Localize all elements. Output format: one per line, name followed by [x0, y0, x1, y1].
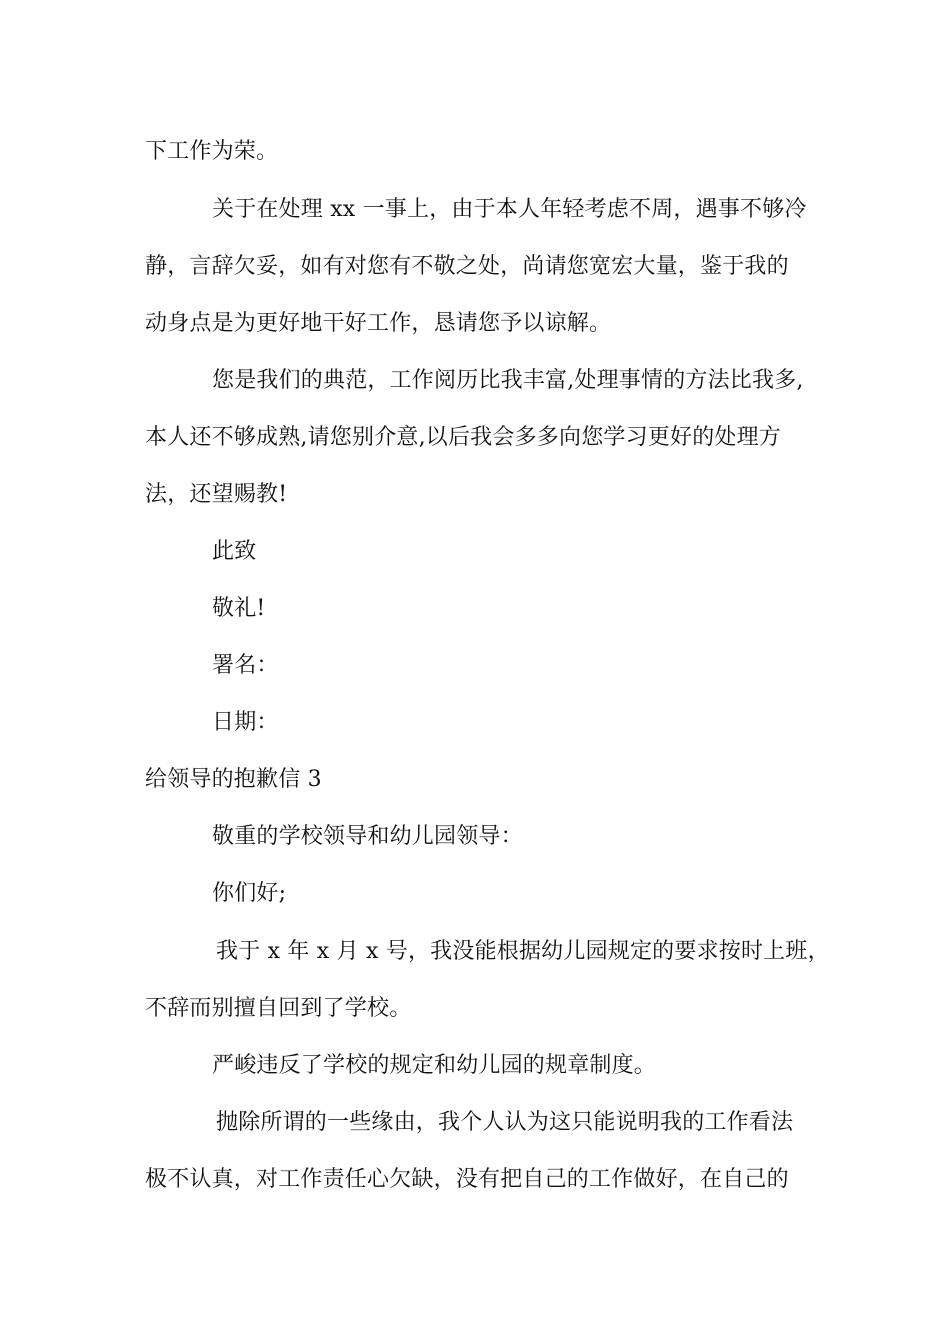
paragraph-line: 抛除所谓的一些缘由，我个人认为这只能说明我的工作看法 — [216, 1110, 794, 1135]
section-title: 给领导的抱歉信 3 — [145, 767, 322, 792]
paragraph-line: 法，还望赐教! — [145, 482, 288, 507]
closing-salutation: 此致 — [212, 539, 257, 564]
paragraph-line: 极不认真，对工作责任心欠缺，没有把自己的工作做好，在自己的 — [145, 1167, 789, 1192]
letter-greeting: 你们好; — [212, 881, 287, 906]
paragraph-line: 我于 x 年 x 月 x 号，我没能根据幼儿园规定的要求按时上班， — [216, 939, 830, 964]
paragraph-line: 静，言辞欠妥，如有对您有不敬之处，尚请您宽宏大量，鉴于我的 — [145, 254, 789, 279]
letter-greeting-recipient: 敬重的学校领导和幼儿园领导： — [212, 824, 523, 849]
paragraph-line: 动身点是为更好地干好工作，恳请您予以谅解。 — [145, 311, 612, 336]
paragraph-line: 您是我们的典范，工作阅历比我丰富,处理事情的方法比我多, — [212, 368, 804, 393]
closing-regards: 敬礼! — [212, 596, 266, 621]
paragraph-line: 不辞而别擅自回到了学校。 — [145, 996, 412, 1021]
text-line-continuation: 下工作为荣。 — [145, 139, 279, 164]
date-label: 日期： — [212, 710, 279, 735]
signature-label: 署名： — [212, 653, 279, 678]
paragraph-line: 关于在处理 xx 一事上，由于本人年轻考虑不周，遇事不够冷 — [212, 197, 807, 222]
paragraph-line: 严峻违反了学校的规定和幼儿园的规章制度。 — [212, 1053, 657, 1078]
paragraph-line: 本人还不够成熟,请您别介意,以后我会多多向您学习更好的处理方 — [145, 425, 781, 450]
